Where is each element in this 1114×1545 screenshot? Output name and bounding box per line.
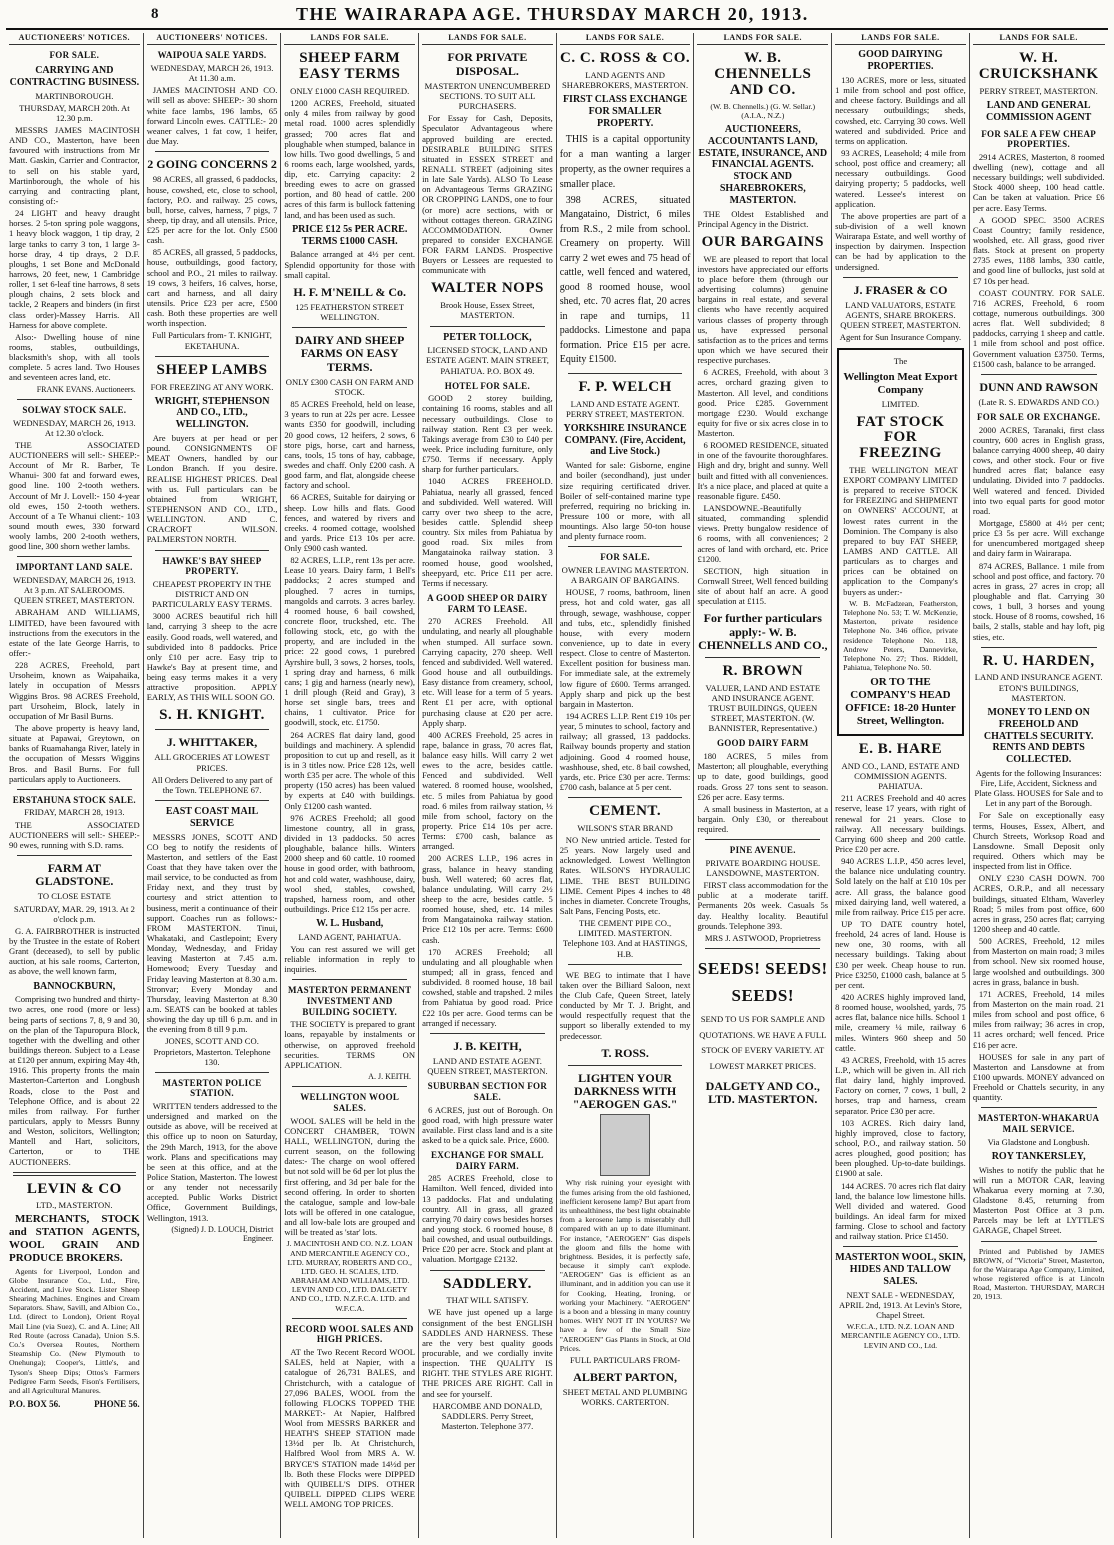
ad-also: Also:- Dwelling house of nine rooms, stables, outbuildings, blacksmith's shop, with all tools complete. 5 acres land. Two Houses and seventeen acres land, etc. — [9, 331, 140, 383]
agent-address: Brook House, Essex Street, MASTERTON. — [440, 300, 535, 321]
ad-signature: Full Particulars from- T. KNIGHT, EKETAHUNA. — [152, 330, 272, 351]
ad-body: For Essay for Cash, Deposits, Speculator Advantageous where approved building are erected. DESIRABLE BUILDING SITES situated in ESSEX STREET and RENALL STREET (adjoining sites in late Sale Yards). ALSO To Lease on Advantageous Terms GRAZING OR CROPPING LANDS, one to four (or more) acre sections, with or without cottages thereon. GRAZING ACCOMMODATION. Owner prepared to consider EXCHANGE FOR FARM LANDS. Prospective Buyers or Lessees are requested to communicate with — [422, 113, 553, 276]
ad-body: 940 ACRES L.I.P., 450 acres level, the balance nice undulating country. Sold lately on the half at £10 10s per acre. All grass, the balance good mixed dairying land, well watered, a mile from railway. Price £15 per acre. — [835, 856, 966, 917]
levin-heading: LEVIN & CO — [26, 1180, 122, 1197]
column-head: AUCTIONEERS' NOTICES. — [147, 33, 278, 45]
ad-signature: T. ROSS. — [601, 1045, 649, 1060]
ad-heading: SHEEP LAMBS — [156, 361, 268, 378]
ad-body: HOUSE, 7 rooms, bathroom, linen press, hot and cold water, gas all through, sewage, washhouse, copper and tubs, etc., splendidly finished house, with every modern convenience, up to date in every respect. Close to centre of Masterton. Excellent position for business man. For immediate sale, at the extremely low figure of £600. Terms arranged. Apply sharp and pick up the best bargain in Masterton. — [559, 587, 691, 709]
ad-body: 144 ACRES. 70 acres rich flat dairy land, the balance low limestone hills. Well divided and watered. Good buildings. An ideal farm for mixed farming. Close to school and factory and railway station. Price £1450. — [835, 1180, 966, 1242]
ad-body: THIS is a capital opportunity for a man wanting a larger property, as the owner requires a smaller place. — [559, 133, 691, 190]
ad-heading: J. WHITTAKER, — [166, 735, 258, 750]
ad-heading: MONEY TO LEND ON FREEHOLD AND CHATTELS SECURITY. RENTS AND DEBTS COLLECTED. — [983, 706, 1094, 766]
ad-body: LANSDOWNE.-Beautifully situated, commanding splendid views. Pretty bungalow residence of 6 rooms, with all conveniences; 2 acres of land with orchard, etc. Price £1200. — [697, 503, 829, 564]
divider — [430, 326, 545, 327]
ad-subheading: ALL GROCERIES AT LOWEST PRICES. — [154, 752, 270, 773]
ad-signature: W.F.C.A., LTD. N.Z. LOAN AND MERCANTILE AGENCY CO., LTD. LEVIN AND CO., Ltd. — [840, 1322, 960, 1350]
ad-heading: SUBURBAN SECTION FOR SALE. — [427, 1081, 548, 1102]
ad-body: 194 ACRES L.I.P. Rent £19 10s per year, 5 minutes to school, factory and railway; all grassed, 13 paddocks. Railway bounds property and station adjoining. Good 4 roomed house, washhouse, shed, etc. 8 bail cowshed, yards, etc. Price £30 per acre. Terms: £700 cash, balance at 5 per cent. — [559, 710, 691, 792]
agent-address: LAND VALUATORS, ESTATE AGENTS, SHARE BROKERS. QUEEN STREET, MASTERTON. — [840, 299, 961, 331]
ad-date: WEDNESDAY, MARCH 26, 1913. At 3 p.m. AT SALEROOMS. QUEEN STREET, MASTERTON. — [12, 575, 136, 606]
ad-body: 2000 ACRES, Taranaki, first class country, 600 acres in English grass, balance carrying 4000 sheep, 40 dairy cows, and other stock. Four or five hundred acres flat; balance easy undulating. Divided into 7 paddocks. Well watered and fenced. Divided into two equal parts for good motor road. — [972, 424, 1105, 516]
box-company: Wellington Meat Export Company — [843, 370, 958, 396]
ad-heading: FOR PRIVATE DISPOSAL. — [447, 50, 528, 78]
ad-subheading: THAT WILL SATISFY. — [446, 1295, 529, 1306]
ad-body: FIRST class accommodation for the public at a moderate tariff. Permanents 20s week. Casuals 5s day. Healthy locality. Beautiful grounds. Telephone 393. — [697, 880, 829, 931]
divider — [155, 550, 270, 551]
po-box: P.O. BOX 56. — [9, 1399, 61, 1410]
ad-heading: FOR SALE. — [49, 50, 100, 61]
divider — [17, 855, 132, 856]
ad-heading: OUR BARGAINS — [701, 233, 824, 250]
agent-trades: AUCTIONEERS, ACCOUNTANTS LAND, ESTATE, INSURANCE, AND FINANCIAL AGENTS. STOCK AND SHAREBROKERS, MASTERTON. — [698, 124, 828, 206]
ad-heading: MASTERTON WOOL, SKIN, HIDES AND TALLOW SALES. — [835, 1252, 966, 1287]
ad-body: ABRAHAM AND WILLIAMS, LIMITED, have been favoured with instructions from the executors in the estate of the late George Harris, to offer:- — [9, 607, 140, 659]
ad-heading: GOOD DAIRYING PROPERTIES. — [858, 49, 943, 73]
ad-signature: HARCOMBE AND DONALD, SADDLERS. Perry Street, Masterton. Telephone 377. — [432, 1400, 543, 1432]
agent-address: SHEET METAL AND PLUMBING WORKS. CARTERTON. — [562, 1387, 688, 1408]
ad-intro: THE Oldest Established and Principal Agency in the District. — [697, 208, 829, 229]
ad-subheading: CHEAPEST PROPERTY IN THE DISTRICT AND ON PARTICULARLY EASY TERMS. — [152, 578, 273, 610]
ad-body: THE ASSOCIATED AUCTIONEERS will sell:- SHEEP:- Account of Mr R. Barber, Te Whanui- 300 fat and forward ewes, good line. 100 2-tooth wethers. Account of Mr J. Lovell:- 150 4-year old ewes, 150 2-tooth wethers. Account of a Te Whanui client:- 103 sound mouth ewes, 330 forward wooly lambs, 200 2-tooth wethers, good line, 300 shorn wether lambs. — [9, 439, 140, 552]
ad-heading: MASTERTON-WHAKARUA MAIL SERVICE. — [977, 1113, 1100, 1134]
column-head: LANDS FOR SALE. — [973, 33, 1105, 45]
ad-subheading: CARRYING AND CONTRACTING BUSINESS. — [9, 65, 140, 88]
agent-trade: LAND AND GENERAL COMMISSION AGENT — [986, 100, 1092, 123]
ad-body: 2914 ACRES, Masterton, 8 roomed dwelling (new), cottage and all necessary buildings; well subdivided. Stock 4000 sheep, 100 head cattle. Can be taken at valuation. Price £6 per acre. Easy Terms. — [972, 151, 1105, 213]
ad-heading: 2 GOING CONCERNS 2 — [147, 157, 277, 172]
divider — [568, 1065, 683, 1066]
divider — [568, 373, 683, 374]
ad-body: 103 ACRES. Rich dairy land, highly improved, close to factory, school, P.O., and railway station. 50 acres ploughed, good position; has been ploughed. Up-to-date buildings. £1900 at sale. — [835, 1117, 966, 1179]
box-the: The — [893, 356, 908, 367]
ad-heading: RECORD WOOL SALES AND HIGH PRICES. — [285, 1323, 414, 1345]
ad-body: Mortgage, £5800 at 4½ per cent; price £3 5s per acre. Will exchange for unencumbered mortgaged sheep and dairy farm in Wairarapa. — [972, 518, 1105, 559]
divider — [13, 1172, 136, 1176]
agent-name: W. B. CHENNELLS AND CO. — [714, 50, 812, 98]
agent-address: LICENSED STOCK, LAND AND ESTATE AGENT. MAIN STREET, PAHIATUA. P.O. BOX 49. — [425, 345, 549, 376]
divider — [292, 979, 407, 980]
agent-name: R. U. HARDEN, — [982, 652, 1095, 669]
divider — [843, 277, 958, 278]
divider — [155, 800, 270, 801]
ad-body: 85 ACRES, all grassed, 5 paddocks, house, outbuildings, good factory, school and P.O., 21 miles to railway. 19 cows, 3 heifers, 16 calves, horse, cart and harness, and all dairy utensils. Price £23 per acre, £500 cash. Both these properties are well worth inspection. — [146, 247, 278, 329]
ad-heading: MASTERTON POLICE STATION. — [162, 1077, 262, 1099]
divider — [705, 657, 820, 658]
divider — [155, 151, 270, 152]
ad-body: 1040 ACRES FREEHOLD. Pahiatua, nearly all grassed, fenced and subdivided. Well watered. Will carry over two sheep to the acre, besides cattle. Splendid sheep country. Six miles from Pahiatua by good road. Six miles from Mangatainoka railway station. 3 roomed house, good woolshed, sheepyard, etc. Price £11 per acre. Terms if necessary. — [422, 476, 553, 588]
levin-body: MERCHANTS, STOCK and STATION AGENTS, WOOL GRAIN AND PRODUCE BROKERS. — [9, 1212, 140, 1264]
agent-name: W. L. Husband, — [316, 918, 384, 930]
agent-name: R. BROWN — [722, 663, 804, 680]
ad-more: Comprising two hundred and thirty-two acres, one rood (more or less) being parts of sections 7, 8, 9 and 30, on the plan of the Tapuropura Block, together with the dwelling and other buildings thereon. Subject to a Lease at £120 per annum, expiring May 4th, 1916. This property fronts the main Masterton-Carterton and Longbush Roads, close to the Post and Telephone Office, and is about 22 miles from railway. For further particulars, apply to Messrs Bunny and Weston, solicitors, Wellington; Mantell and Hart, solicitors, Carterton, or to THE AUCTIONEERS. — [9, 994, 140, 1167]
ad-heading: DAIRY AND SHEEP FARMS ON EASY TERMS. — [295, 333, 405, 374]
masthead — [6, 4, 1108, 30]
ad-body: 85 ACRES Freehold, held on lease, 3 years to run at 22s per acre. Lessee wants £350 for goodwill, including 20 good cows, 12 heifers, 2 sows, 6 store pigs, horse, cart and harness, cans, tools, 15 tons of hay, cabbage, swedes and chaff. Only £200 cash. A good farm, and flat, alongside cheese factory and school. — [284, 399, 416, 491]
divider — [292, 1086, 407, 1087]
agent-address: LAND AND ESTATE AGENT. PERRY STREET, MASTERTON. — [565, 398, 685, 419]
ad-more: The above property is heavy land, situate at Papawai, Greytown, on banks of Ruamahanga River, lately in the occupation of Messrs Wiggins Bros. and Basil Burns. For full particulars apply to Auctioneers. — [9, 723, 140, 784]
divider — [292, 1318, 407, 1319]
ad-body: 1200 ACRES, Freehold, situated only 4 miles from railway by good metal road. 1000 acres splendidly grassed; 700 acres flat and ploughable when stumped, balance in low hills. Two good dwellings, 5 and 6 rooms each, large woolshed, yards, dip, etc. Carrying capacity: 2 breeding ewes to acre on grassed portion, and 80 head of cattle. 200 acres of this farm is bullock fattening land, and has been used as such. — [284, 98, 416, 220]
agent-address: AND CO., LAND, ESTATE AND COMMISSION AGENTS. PAHIATUA. — [841, 760, 960, 792]
box-headline: FAT STOCK FOR FREEZING — [856, 413, 945, 462]
ad-body: 200 ACRES L.I.P., 196 acres in grass, balance in heavy standing bush. Well watered; 60 acres flat, balance undulating. Will carry 2½ sheep to the acre, besides cattle. 5 roomed house, shed, etc. 14 miles from Mangatainoka railway station. Price £12 10s per acre. Terms: £600 cash. — [422, 853, 553, 945]
agent-name: C. C. ROSS & CO. — [560, 50, 691, 67]
ad-body: 43 ACRES, Freehold, with 15 acres L.P., which will be given in. All rich flat dairy land, highly improved. Factory on corner, 7 cows, 1 bull, 2 horses, trap and harness, cream separator. Price £30 per acre. — [835, 1054, 966, 1116]
box-office: OR TO THE COMPANY'S HEAD OFFICE: 18-20 Hunter Street, Wellington. — [845, 676, 956, 728]
ad-date: WEDNESDAY, MARCH 26, 1913. At 12.30 o'clock. — [12, 417, 136, 438]
imprint: Printed and Published by JAMES BROWN, of "Victoria" Street, Masterton, for the Wairarapa Age Company, Limited, whose registered office is at Lincoln Road, Masterton. THURSDAY, MARCH 20, 1913. — [972, 1246, 1105, 1302]
column-8 — [970, 33, 1108, 1538]
ad-heading: LIGHTEN YOUR DARKNESS WITH "AEROGEN GAS." — [572, 1070, 678, 1112]
ad-lots: 228 ACRES, Freehold, part Ursoheim, known as Waipahaika, lately in occupation of Messrs Wiggins Bros. 98 ACRES Freehold, part Ursoheim, Block, lately in occupation of Mr Basil Burns. — [9, 660, 140, 721]
divider — [705, 948, 820, 949]
column-3 — [281, 33, 419, 1538]
ad-heading: CEMENT. — [589, 803, 662, 820]
ad-body: Agents for the following Insurances: Fire, Life, Accident, Sickness and Plate Glass. HOUSES for Sale and to Let in any part of the Borough. — [974, 767, 1103, 809]
meat-export-boxed-ad — [837, 348, 964, 736]
ad-body: 6 ACRES, Freehold, with about 3 acres, orchard grazing given to Masterton. All level, and conditions good. Price £285. Government mortgage £230. Would exchange equity for five or six acres close in to Masterton. — [697, 367, 829, 439]
ad-signature: For further particulars apply:- W. B. CHENNELLS AND CO., — [698, 611, 828, 652]
agent-name: ROY TANKERSLEY, — [991, 1150, 1086, 1162]
agent-name: J. FRASER & CO — [853, 282, 948, 297]
ad-subheading: MASTERTON UNENCUMBERED SECTIONS. TO SUIT ALL PURCHASERS. — [424, 80, 551, 112]
ad-body: Are buyers at per head or per pound. CONSIGNMENTS OF MEAT Owners, handled by our London Branch. If you desire. REALISE HIGHEST PRICES. Deal with us. Full particulars can be obtained from WRIGHT, STEPHENSON AND CO., LTD., WELLINGTON. AND C. CRACROFT WILSON. PALMERSTON NORTH. — [146, 433, 278, 545]
ad-subheading: Via Gladstone and Longbush. — [987, 1136, 1090, 1147]
ad-heading: ERSTAHUNA STOCK SALE. — [12, 794, 136, 805]
column-4 — [419, 33, 557, 1538]
divider — [843, 1246, 958, 1247]
divider — [430, 1033, 545, 1034]
agent-address: LAND AGENTS AND SHAREBROKERS, MASTERTON. — [562, 70, 689, 91]
divider — [981, 1107, 1097, 1108]
ad-heading: SHEEP FARM EASY TERMS — [299, 50, 401, 83]
divider — [981, 374, 1097, 375]
agent-address: PERRY STREET, MASTERTON. — [979, 85, 1098, 96]
ad-body: A small business in Masterton, at a bargain. Only £30, or thereabout required. — [697, 803, 829, 835]
ad-heading: FOR SALE. — [600, 552, 650, 563]
ad-body: WE are pleased to report that local investors have appreciated our efforts to place before them (through our advertising columns) genuine bargains in real estate, and several clients who have recently acquired various classes of property through us, have expressed personal satisfaction as to the prices and terms upon which we have secured their respective purchases. — [697, 253, 829, 366]
ad-heading: FOR SALE OR EXCHANGE. — [976, 412, 1101, 423]
ad-from: FULL PARTICULARS FROM- — [570, 1354, 681, 1365]
ad-body: 6 ACRES, just out of Borough. On good road, with high pressure water available. First class land and is a site asked to be a quick sale. Price, £600. — [422, 1104, 553, 1145]
ad-body: 6 ROOMED RESIDENCE, situated in one of the favourite thoroughfares. High and dry, bright and sunny. Well built and fitted with all conveniences. It's a nice place, and placed at quite a reasonable figure. £450. — [697, 440, 829, 501]
ad-body: COAST COUNTRY. FOR SALE. 716 ACRES, Freehold, 6 room cottage, numerous outbuildings. 300 acres flat. Well subdivided; 8 paddocks, carrying 1 sheep and cattle. 1 mile from school and post office. Government valuation £3750. Terms, £1500 cash, balance to be arranged. — [972, 287, 1105, 369]
agent-name: WALTER NOPS — [430, 280, 544, 297]
column-1 — [6, 33, 144, 1538]
ad-body: WOOL SALES will be held in the CONCERT CHAMBER, TOWN HALL, WELLINGTON, during the current season, on the following dates:- The charge on wool offered but not sold will be 6d per lot plus the first offering, and 3d per bale for the second offering. In order to shorten the catalogue, sample and low-bale lots will be offered in one catalogue, and all low-bale lots are grouped and will be treated as 'star' lots. — [284, 1115, 416, 1238]
agent-address: LAND AND INSURANCE AGENT. ETON'S BUILDINGS, MASTERTON. — [974, 672, 1103, 703]
ad-body: G. A. FAIRBROTHER is instructed by the Trustee in the estate of Robert Grant (deceased), to sell by public auction, at his sale rooms, Carterton, as above, the well known farm, — [9, 925, 140, 977]
ad-more: Balance arranged at 4½ per cent. Splendid opportunity for those with small capital. — [284, 249, 416, 280]
ad-signature: THE CEMENT PIPE CO., LIMITED. MASTERTON. Telephone 103. And at HASTINGS, H.B. — [562, 918, 688, 959]
ad-body: 874 ACRES, Ballance. 1 mile from school and post office, and factory. 70 acres in grass, 27 acres in crop; all ploughable and flat. Carrying 30 cows, 1 bull, 3 horses and young stock. House of 8 rooms, cowshed, 16 bails, 2 stalls, stable and hay loft, pig sties, etc. — [972, 560, 1105, 642]
ad-body: THE ASSOCIATED AUCTIONEERS will sell:- SHEEP:- 90 ewes, running with S.D. rams. — [9, 819, 140, 850]
ad-date: FRIDAY, MARCH 28, 1913. — [24, 807, 125, 818]
ad-body: WRITTEN tenders addressed to the undersigned and marked on the outside as above, will be received at this office up to noon on Saturday, the 29th March, 1913, for the above work. Plans and specifications may be seen at this office, and at the Police Station, Masterton. The lowest or any tender not necessarily accepted. Public Works District Office, Government Buildings, Wellington, 1913. — [146, 1101, 278, 1223]
ad-body: 171 ACRES, Freehold, 14 miles from Masterton on the main road. 21 miles from school and post office, 6 miles from railway; 36 acres in crop, 11 acres orchard; well fenced. Price £16 per acre. — [972, 988, 1105, 1050]
ad-body: 170 ACRES Freehold; all undulating and all ploughable when stumped; all in grass, fenced and subdivided. 8 roomed house, 18 bail cowshed, stable and trapshed. 2 miles from Pahiatua by good road. Price £22 10s per acre. Good terms can be arranged if necessary. — [422, 946, 553, 1028]
ad-body: For Sale on exceptionally easy terms, Houses, Essex, Albert, and Church Streets, Worksop Road and Lansdowne. Small Deposit only required. Others which may be inspected from list in Office. — [972, 810, 1105, 872]
divider — [981, 1241, 1097, 1242]
ad-body: GOOD 2 storey building, containing 16 rooms, stables and all necessary outbuildings. Close to railway station. Rent £3 per week. Takings average from £30 to £40 per week. Price including furniture, only £750. Terms if necessary. Apply sharp for further particulars. — [422, 393, 553, 475]
ad-body: 398 ACRES, situated Mangataino, District, 6 miles from R.S., 2 mile from school. Creamery on property. Will carry 2 wet ewes and 75 head of cattle, well fenced and watered, good 8 roomed house, wool shed, etc. 70 acres flat, 20 acres in rape and turnips, 11 paddocks. Limestone and papa formation. Price £15 per acre. Equity £1500. — [559, 194, 691, 366]
ad-body: SECTION, high situation in Cornwall Street, Well fenced building site of about half an acre. A good speculation at £115. — [697, 565, 829, 607]
ad-body: JAMES MACINTOSH AND CO. will sell as above: SHEEP:- 30 shorn white face lambs, 196 lambs, 65 forward Lincoln ewes. CATTLE:- 20 weaner calves, 1 fat cow, 1 heifer, due May. — [146, 85, 278, 147]
ad-body: 500 ACRES, Freehold, 12 miles from Masterton on main road; 3 miles from school. New six roomed house, large woolshed and outbuildings. 300 acres in grass, balance in bush. — [972, 936, 1105, 987]
ad-heading: HOTEL FOR SALE. — [444, 380, 531, 391]
ad-heading: WAIPOUA SALE YARDS. — [157, 50, 267, 61]
ad-body: Wanted for sale: Gisborne, engine and boiler (secondhand), just under size requiring certificated driver. Boiler of self-contained marine type preferred, requiring no bricking in. Pressure 100 or more, with all mountings. Also large 50-ton house and plenty furnace room. — [559, 460, 691, 542]
agent-name: ALBERT PARTON, — [573, 1370, 678, 1385]
box-buyers: W. B. McFadzean, Featherston, Telephone No. 53; T. W. McKenzie, Masterton, private residence Telephone No. 346 office, private residence Telephone No. 118, Andrew Peters, Dannevirke, Telephone No. 27; Thos. Riddell, Pahiatua, Telephone No. 50. — [843, 598, 958, 673]
ad-body: MESSRS JAMES MACINTOSH AND CO., Masterton, have been favoured with instructions from Mr Matt. Gaskin, Carrier and Contractor, to sell on his stable yard, Martinborough, the whole of his carrying and contracting plant, consisting of:- — [9, 125, 140, 207]
man-with-lamp-illustration — [600, 1114, 650, 1176]
ad-body: 3000 ACRES beautiful rich hill land, carrying 3 sheep to the acre easily. Good roads, well watered, and subdivided into 8 paddocks. Price only £10 per acre. Easy trip to Hawke's Bay at present time, and being easy terms makes it a very attractive proposition. APPLY EARLY, AS THIS WILL SOON GO. — [146, 611, 278, 703]
ad-subheading: ONLY £300 CASH ON FARM AND STOCK. — [285, 376, 414, 397]
ad-body: 180 ACRES, 5 miles from Masterton; all ploughable, everything up to date, good buildings, good roads. Gross 27 tons sent to season. £26 per acre. Easy terms. — [697, 751, 829, 802]
levin-subheading: LTD., MASTERTON. — [36, 1200, 113, 1211]
insurance-line: Agent for Sun Insurance Company. — [839, 332, 962, 343]
divider — [155, 356, 270, 357]
agent-address: 125 FEATHERSTON STREET WELLINGTON. — [295, 301, 405, 323]
insurance-line: YORKSHIRE INSURANCE COMPANY. (Fire, Accident, and Live Stock.) — [563, 422, 687, 458]
ad-heading: FARM AT GLADSTONE. — [35, 861, 114, 889]
columns — [6, 33, 1108, 1538]
ad-subheading: FOR FREEZING AT ANY WORK. — [150, 381, 274, 392]
ad-subheading: ONLY £1000 CASH REQUIRED. — [290, 85, 410, 96]
farm-name: BANNOCKBURN, — [33, 980, 116, 992]
ad-heading: WELLINGTON WOOL SALES. — [300, 1092, 400, 1114]
agent-name: J. B. KEITH, — [453, 1038, 522, 1053]
phone: PHONE 56. — [94, 1399, 140, 1410]
ad-signature: J. MACINTOSH AND CO. N.Z. LOAN AND MERCANTILE AGENCY CO., LTD. MURRAY, ROBERTS AND CO., LTD. GEO. H. SCALES, LTD. ABRAHAM AND WILLIAMS, LTD. LEVIN AND CO., LTD. DALGETY AND CO., LTD. N.Z.F.C.A. LTD. and W.F.C.A. — [286, 1239, 413, 1313]
ad-body: 130 ACRES, more or less, situated 1 mile from school and post office, and cheese factory. Buildings and all necessary outbuildings; sheds, cowshed, etc. Carrying 30 cows. Well watered and subdivided. Price and terms on application. — [835, 75, 966, 146]
ad-body: You can rest assured we will get reliable information in reply to inquiries. — [284, 944, 416, 975]
ad-place: MARTINBOROUGH. — [35, 90, 114, 101]
newspaper-title: THE WAIRARAPA AGE. THURSDAY MARCH 20, 1913. — [296, 4, 809, 24]
page-number: 8 — [151, 6, 159, 22]
divider — [981, 647, 1097, 648]
column-7 — [832, 33, 970, 1538]
divider — [17, 399, 132, 400]
divider — [705, 839, 820, 840]
ad-body: NO New untried article. Tested for 25 years. Now largely used and acknowledged. Lowest Wellington Rates. WILSON'S HYDRAULIC LIME. THE BEST BUILDING LIME. Cement Pipes 4 inches to 48 inches in diameter. Concrete Troughs, Salt Pans, Fencing Posts, etc. — [559, 835, 691, 916]
agent-partners: (W. B. Chennells.) (G. W. Sellar.) (A.I.A., N.Z.) — [710, 101, 816, 120]
column-6 — [694, 33, 832, 1538]
divider — [568, 797, 683, 798]
column-head: LANDS FOR SALE. — [422, 33, 553, 45]
ad-heading: A GOOD SHEEP OR DAIRY FARM TO LEASE. — [427, 593, 548, 614]
ad-body: Wishes to notify the public that he will run a MOTOR CAR, leaving Whakarua every morning at 7.30, Gladstone 8.45, returning from Masterton Post Office at 3 p.m. Parcels may be left at LYTTLE'S GARAGE, Chapel Street. — [972, 1164, 1105, 1236]
ad-heading: HAWKE'S BAY SHEEP PROPERTY. — [162, 555, 262, 577]
ad-body: WE have just opened up a large consignment of the best ENGLISH SADDLES AND HARNESS. These are the very best quality goods procurable, and we cordially invite inspection. THE QUALITY IS RIGHT. THE STYLES ARE RIGHT. THE PRICES ARE RIGHT. Call in and see for yourself. — [422, 1307, 553, 1399]
agent-name: F. P. WELCH — [578, 378, 672, 395]
ad-signature: S. H. KNIGHT. — [159, 707, 265, 724]
ad-heading: EAST COAST MAIL SERVICE — [165, 805, 259, 829]
agent-name: PETER TOLLOCK, — [443, 331, 532, 343]
ad-date: SATURDAY, MAR. 29, 1913. At 2 o'clock p.m. — [13, 903, 135, 924]
ad-body: THE SOCIETY is prepared to grant loans, repayable by instalments or otherwise, on approved freehold securities. TERMS ON APPLICATION. — [284, 1019, 416, 1070]
ad-heading: GOOD DAIRY FARM — [716, 738, 809, 749]
ad-date: THURSDAY, MARCH 20th. At 12.30 p.m. — [19, 102, 130, 123]
ad-price: PRICE £12 5s PER ACRE. TERMS £1000 CASH. — [292, 223, 408, 247]
ad-body: NEXT SALE - WEDNESDAY, APRIL 2nd, 1913. At Levin's Store, Chapel Street. — [838, 1289, 962, 1321]
column-head: LANDS FOR SALE. — [835, 33, 966, 45]
ad-body: A GOOD SPEC. 3500 ACRES Coast Country; family residence, woolshed, etc. All grass, good river flats. Stock at present on property 2735 ewes, 1188 lambs, 330 cattle, and good line of bullocks, just sold at £7 10s per head. — [972, 214, 1105, 286]
ad-signature: MRS J. ASTWOOD, Proprietress — [704, 932, 821, 943]
ad-body: UP TO DATE country hotel, freehold, 24 acres of land. House is new one, 30 rooms, with all necessary buildings. Taking about £30 per week. Cheap house to run. Price £3250, £1000 cash, balance at 5 per cent. — [835, 918, 966, 990]
ad-heading: IMPORTANT LAND SALE. — [16, 562, 133, 573]
ad-body: AT the Two Recent Record WOOL SALES, held at Napier, with a catalogue of 26,731 BALES, and Christchurch, with a catalogue of 27,096 BALES, WOOL from the following FLOCKS TOPPED THE MARKET:- At Napier, Halfbred Wool from MESSRS BARKER and HEATH'S SHEEP STATION made 13½d per lb. At Christchurch, Halfbred Wool from MRS A. W. BRYCE'S STATION made 14½d per lb. Both these Flocks were DIPPED with QUIBELL'S DIPS. OTHER QUIBELL DIPPED CLIPS WERE WELL AMONG TOP PRICES. — [284, 1347, 416, 1510]
divider — [568, 964, 683, 965]
divider — [155, 729, 270, 730]
box-limited: LIMITED. — [881, 398, 920, 409]
agent-address: LAND AND ESTATE AGENT. QUEEN STREET, MASTERTON. — [427, 1056, 548, 1077]
ad-body: 98 ACRES, all grassed, 6 paddocks, house, cowshed, etc, close to school, factory, P.O. and railway. 25 cows, bull, horse, calves, harness, 7 pigs, 7 sheep, tip dray, and all utensils. Price, £25 per acre for the lot. Only £500 cash. — [146, 174, 278, 246]
column-head: LANDS FOR SALE. — [284, 33, 415, 45]
divider — [568, 546, 683, 547]
ad-body: All Orders Delivered to any part of the Town. TELEPHONE 67. — [151, 774, 273, 795]
ad-body: SEND TO US FOR SAMPLE AND QUOTATIONS. WE HAVE A FULL STOCK OF EVERY VARIETY. AT LOWEST MARKET PRICES. — [699, 1014, 827, 1071]
ad-heading: FIRST CLASS EXCHANGE FOR SMALLER PROPERTY. — [562, 94, 688, 130]
levin-more: Agents for Liverpool, London and Globe Insurance Co., Ltd., Fire, Accident, and Live Stock. Lister Sheep Shearing Machines. Engines and Cream Separators. Shaw, Savill, and Albion Co., Ltd. (direct to London), Orient Royal Mail Line (via Suez), C. and A. Line; All Red Route (across Canada), Union S.S. Co.'s Oversea Routes, Northern Steamship Co. (New Plymouth to Onehunga); Cooper's, Little's, and Tyson's Sheep Dips; Ottos's Farmers Pedigree Farm Seeds, Fison's Fertilisers, and all Agricultural Manures. — [9, 1266, 140, 1395]
ad-heading: PINE AVENUE. — [729, 845, 796, 856]
ad-body: MESSRS JONES, SCOTT AND CO beg to notify the residents of Masterton, and settlers of the East Coast that they have taken over the mail service, to be conducted as from Friday next, and they trust by courtesy and strict attention to business, merit a continuance of their support. Coaches run as follows:- FROM MASTERTON. Tinui, Whakataki, and Castlepoint; Every Monday, Wednesday, and Friday leaving Masterton at 7.45 a.m. Homewood; Every Tuesday and Friday leaving Masterton at 8.30 a.m. Stronvar; Every Monday and Thursday, leaving Masterton at 8.30 a.m. SEATS can be booked at tables showing the day up till 6 p.m. and in the evening from 8 till 9 p.m. — [146, 831, 278, 1035]
ad-signature: FRANK EVANS. Auctioneers. — [36, 384, 136, 394]
ad-heading: FOR SALE A FEW CHEAP PROPERTIES. — [981, 128, 1097, 150]
agent-address: VALUER, LAND AND ESTATE AND INSURANCE AGENT. TRUST BUILDINGS, QUEEN STREET, MASTERTON. (W. BANNISTER, Representative.) — [705, 682, 821, 734]
ad-body: 285 ACRES Freehold, close to Hamilton. Well fenced, divided into 13 paddocks. Flat and undulating country. All in grass, all grazed carrying 70 dairy cows besides horses and young stock. 6 roomed house, 8 bail cowshed, and usual outbuildings. Price £20 per acre. Stock and plant at valuation. Mortgage £2132. — [422, 1173, 553, 1265]
agent-name: E. B. HARE — [858, 741, 943, 758]
ad-body: 93 ACRES, Leasehold; 4 mile from school, post office and creamery; all necessary outbuildings. Good dairying property; 5 paddocks, well watered. Lessee's interest on application. — [835, 148, 966, 209]
ad-body: 400 ACRES Freehold, 25 acres in rape, balance in grass, 70 acres flat, balance easy hills. Will carry 2 wet ewes to the acre, besides cattle. Fenced and subdivided. Well watered. 8 roomed house, woolshed, etc. 5 miles from Pahiatua by good road. 6 miles from railway station, ½ mile from school, factory on the property. Price £14 10s per acre. Terms: £700 cash, balance as arranged. — [422, 729, 553, 852]
agent-former: (Late R. S. EDWARDS AND CO.) — [978, 397, 1099, 408]
ad-body: Why risk ruining your eyesight with the fumes arising from the old fashioned, inefficient kerosene lamp? But apart from its unhealthiness, the best light obtainable from a kerosene lamp is miserably dull compared with an up to date illuminant. For instance, "AEROGEN" Gas dispels the gloom and fills the home with brightness. Besides, it is perfectly safe, because it simply can't explode. "AEROGEN" Gas is efficient as an illuminant, and in addition you can use it for Cooking, Heating, Ironing, or working your Machinery. "AEROGEN" is a boon and a blessing in many country homes. WHY NOT IT IN YOURS? We have a few of the Small Size "AEROGEN" Gas Plants in Stock, at Old Prices. — [559, 1178, 691, 1353]
ad-heading: EXCHANGE FOR SMALL DAIRY FARM. — [430, 1150, 544, 1171]
ad-heading: SEEDS! SEEDS! SEEDS! — [697, 958, 828, 1006]
ad-subheading: OWNER LEAVING MASTERTON. A BARGAIN OF BARGAINS. — [561, 565, 689, 586]
column-2 — [144, 33, 282, 1538]
column-head: AUCTIONEERS' NOTICES. — [9, 33, 140, 45]
ad-body: 66 ACRES, Suitable for dairying or sheep. Low hills and flats. Good fences, and watered by rivers and creeks. 4 roomed cottage, woolshed and yards. Price £13 10s per acre. Only £900 cash wanted. — [284, 492, 416, 554]
ad-subheading: TO CLOSE ESTATE — [37, 891, 111, 902]
ad-subheading: WILSON'S STAR BRAND — [577, 822, 673, 833]
ad-subheading: PRIVATE BOARDING HOUSE. LANSDOWNE, MASTERTON. — [705, 857, 821, 878]
box-body: THE WELLINGTON MEAT EXPORT COMPANY LIMITED is prepared to receive STOCK for FREEZING and SHIPMENT on OWNERS' ACCOUNT, at lowest rates current in the Dominion. The Company is also prepared to buy FAT SHEEP, LAMBS AND CATTLE. All particulars as to charges and prices can be obtained on application to the Company's buyers as under:- — [843, 464, 958, 597]
ad-body: 211 ACRES Freehold and 40 acres reserve, lease 17 years, with right of renewal for 21 years. Close to railway. All necessary buildings. Carrying 600 sheep and 200 cattle. Price £20 per acre. — [835, 793, 966, 854]
ad-signature: JONES, SCOTT AND CO. Proprietors, Masterton. Telephone 130. — [153, 1036, 271, 1067]
column-head: LANDS FOR SALE. — [697, 33, 828, 45]
ad-signature: A. J. KEITH. — [368, 1072, 412, 1082]
ad-body: HOUSES for sale in any part of Masterton and Lansdowne at from £100 upwards. MONEY advanced on Freehold or Chattels security, in any quantity. — [972, 1051, 1105, 1103]
ad-items: 24 LIGHT and heavy draught horses. 2 5-ton spring pole waggons, 1 heavy block waggon, 1 tip dray, 2 large tanks to carry 3 ton, 1 large 3-horse dray, 4 tip drays, 2 D.F. ploughs, 1 set Bone and McDonald harrows, 20 feet, new, 1 Cambridge roller, 1 set 6-leaf tine harrows, 8 sets plough chains, 2 sets block and tackle, 2 Reapers and binders (in first class order)-Massey Harris. All Harness for above complete. — [9, 208, 140, 330]
ad-body: 976 ACRES Freehold; all good limestone country, all in grass, divided in 13 paddocks. 50 acres ploughable, balance hills. Winters 2000 sheep and 60 cattle. 10 roomed house in good order, with bathroom, hot and cold water, washhouse, dairy, wool shed, stables, cowshed, trapshed, harness room, and other outbuildings. Price £12 15s per acre. — [284, 812, 416, 914]
firm-name: WRIGHT, STEPHENSON AND CO., LTD., WELLINGTON. — [154, 395, 270, 431]
agent-name: W. H. CRUICKSHANK — [978, 50, 1099, 83]
ad-body: 270 ACRES Freehold. All undulating, and nearly all ploughable when stumped. All surface sown. Carrying capacity, 270 sheep. Well fenced and subdivided. Well watered. Good house and all outbuildings. Easy distance from creamery, school, etc. Will lease for a term of 5 years. Rent £1 per acre, with optional purchasing clause at £20 per acre. Apply sharp. — [422, 616, 553, 728]
ad-body: 82 ACRES, L.I.P., rent 13s per acre. Lease 10 years. Dairy farm, 1 Bell's paddocks; 2 acres stumped and ploughed. 7 acres in turnips, mangolds and carrots. 3 acres barley. 4 roomed house, 6 bail cowshed, concrete floor, truckshed, etc. The following stock, etc, go with the property, and are included in the price: 22 good cows, 1 purebred Ayrshire bull, 3 sows, 2 horses, tools, 1 spring dray and harness, 6 milk cans; 1 gig and harness (nearly new), 1 drill plough (Reid and Gray), 3 horse set single bars, trees and chains, 1 cultivator. Price for goodwill, stock, etc. £1750. — [284, 555, 416, 728]
ad-signature: DALGETY AND CO., LTD. MASTERTON. — [705, 1079, 820, 1107]
ad-heading: SADDLERY. — [442, 1275, 532, 1292]
ad-body: 420 ACRES highly improved land, 8 roomed house, woolshed, yards, 75 acres flat, balance nice hills. School 1 mile, creamery ¼ mile, railway 6 miles. Winters 960 sheep and 50 cattle. — [835, 991, 966, 1053]
divider — [155, 1072, 270, 1073]
agent-name: DUNN AND RAWSON — [979, 379, 1098, 394]
divider — [17, 556, 132, 557]
ad-note: The above properties are part of a sub-division of a well known Wairarapa Estate, and well worthy of inspection by dairymen. Inspection can be had by application to the undersigned. — [835, 210, 966, 272]
divider — [430, 1270, 545, 1271]
agent-address: LAND AGENT, PAHIATUA. — [298, 931, 402, 942]
ad-signature: (Signed) J. D. LOUCH, District Engineer. — [171, 1224, 274, 1244]
ad-body: 264 ACRES flat dairy land, good buildings and machinery. A splendid proposition to cut up and resell, as it is in 3 titles now. Price £28 12s, well worth £35 per acre. The whole of this property (150 acres) has been valued by experts at £40 with buildings. Only £1200 cash wanted. — [284, 729, 416, 811]
column-head: LANDS FOR SALE. — [560, 33, 691, 45]
footer-contacts — [9, 1399, 140, 1410]
agent-name: H. F. M'NEILL & Co. — [293, 284, 406, 299]
column-5 — [557, 33, 695, 1538]
ad-date: WEDNESDAY, MARCH 26, 1913. At 11.30 a.m. — [150, 63, 274, 84]
divider — [17, 789, 132, 790]
ad-heading: SOLWAY STOCK SALE. — [22, 405, 127, 416]
ad-body: ONLY £230 CASH DOWN. 700 ACRES, O.R.P., and all necessary buildings, situated Eltham, Waverley Road; 5 miles from post office, 600 acres in grass, 250 acres flat; carrying 1200 sheep and 40 cattle. — [972, 873, 1105, 934]
ad-heading: MASTERTON PERMANENT INVESTMENT AND BUILDING SOCIETY. — [287, 985, 412, 1017]
divider — [292, 327, 407, 328]
ad-body: WE BEG to intimate that I have taken over the Billiard Saloon, next the Club Cafe, Queen Street, lately conducted by Mr T. J. Bright, and would respectfully request that the support so liberally extended to my predecessor. — [559, 969, 691, 1041]
